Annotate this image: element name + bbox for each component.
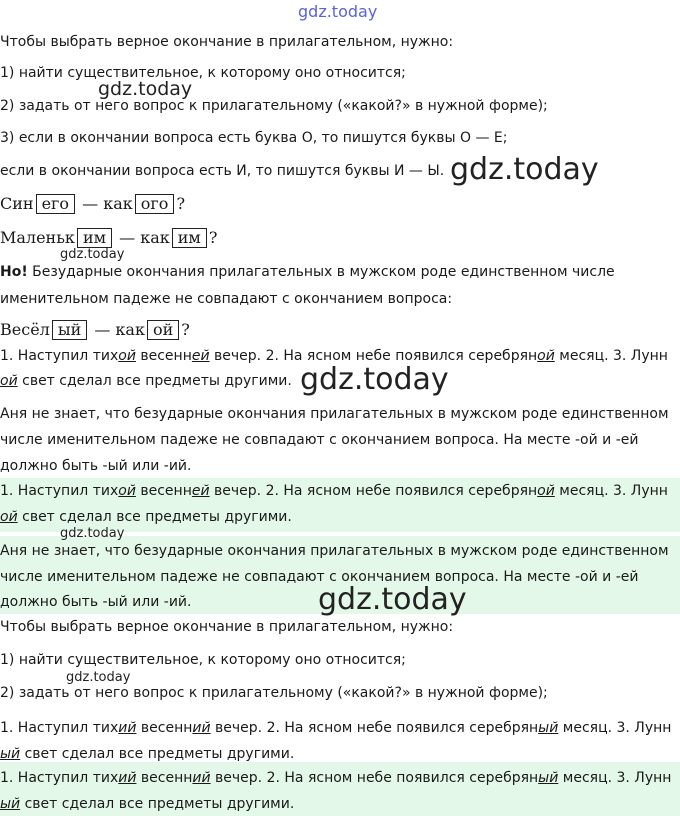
sentence-oy-line-2: ой свет сделал все предметы другими. — [0, 509, 292, 525]
rule-intro: Чтобы выбрать верное окончание в прилагательном, нужно: — [0, 619, 454, 635]
sentence-oy-line-2: ой свет сделал все предметы другими. — [0, 373, 292, 389]
watermark: gdz.today — [66, 670, 131, 685]
watermark-top: gdz.today — [298, 2, 378, 21]
question-ending-box: им — [172, 228, 207, 248]
explain-line-2: числе именительном падеже не совпадают с окончанием вопроса. На месте -ой и -ей — [0, 569, 639, 585]
explain-line-1: Аня не знает, что безударные окончания прилагательных в мужском роде единственном — [0, 543, 669, 559]
rule-step-2: 2) задать от него вопрос к прилагательному («какой?» в нужной форме); — [0, 98, 548, 114]
ending-box: ый — [52, 320, 87, 340]
explain-line-2: числе именительном падеже не совпадают с окончанием вопроса. На месте -ой и -ей — [0, 432, 639, 448]
sentence-oy-line-1: 1. Наступил тихой весенней вечер. 2. На ясном небе появился серебряной месяц. 3. Лунн — [0, 483, 668, 499]
sentence-iy-line-2: ый свет сделал все предметы другими. — [0, 746, 295, 762]
question-ending-box: ого — [135, 194, 175, 214]
example-question: — как — [119, 228, 170, 247]
watermark: gdz.today — [300, 362, 449, 397]
rule-intro: Чтобы выбрать верное окончание в прилагательном, нужно: — [0, 34, 454, 50]
sentence-iy-line-2: ый свет сделал все предметы другими. — [0, 796, 295, 812]
rule-step-2: 2) задать от него вопрос к прилагательному («какой?» в нужной форме); — [0, 685, 548, 701]
sentence-iy-line-1: 1. Наступил тихий весенний вечер. 2. На ясном небе появился серебряный месяц. 3. Лунн — [0, 720, 672, 736]
note-bold: Но! — [0, 264, 28, 280]
rule-step-3: 3) если в окончании вопроса есть буква О, то пишутся буквы О — Е; — [0, 130, 508, 146]
explain-line-3: должно быть -ый или -ий. — [0, 594, 192, 610]
explain-line-3: должно быть -ый или -ий. — [0, 458, 192, 474]
ending-box: его — [36, 194, 75, 214]
example-stem: Весёл — [0, 320, 50, 339]
watermark: gdz.today — [60, 247, 125, 262]
watermark: gdz.today — [318, 582, 467, 617]
example-vesel: Весёл ый — как ой ? — [0, 320, 190, 339]
example-malenk: Маленьк им — как им ? — [0, 228, 218, 247]
rule-step-4: если в окончании вопроса есть И, то пишутся буквы И — Ы. — [0, 163, 445, 179]
ending-box: им — [77, 228, 112, 248]
note-line-1: Но! Безударные окончания прилагательных в мужском роде единственном числе — [0, 264, 615, 280]
explain-line-1: Аня не знает, что безударные окончания прилагательных в мужском роде единственном — [0, 406, 669, 422]
rule-step-1: 1) найти существительное, к которому оно относится; — [0, 65, 406, 81]
watermark: gdz.today — [60, 526, 125, 541]
example-question: — как — [82, 194, 133, 213]
watermark: gdz.today — [450, 152, 599, 187]
note-line-2: именительном падеже не совпадают с окончанием вопроса: — [0, 291, 453, 307]
example-question: — как — [94, 320, 145, 339]
sentence-oy-line-1: 1. Наступил тихой весенней вечер. 2. На ясном небе появился серебряной месяц. 3. Лунн — [0, 348, 668, 364]
example-stem: Маленьк — [0, 228, 75, 247]
question-ending-box: ой — [147, 320, 179, 340]
watermark: gdz.today — [98, 78, 193, 100]
example-stem: Син — [0, 194, 34, 213]
sentence-iy-line-1: 1. Наступил тихий весенний вечер. 2. На ясном небе появился серебряный месяц. 3. Лунн — [0, 770, 672, 786]
rule-step-1: 1) найти существительное, к которому оно относится; — [0, 652, 406, 668]
example-sin: Син его — как ого ? — [0, 194, 186, 213]
